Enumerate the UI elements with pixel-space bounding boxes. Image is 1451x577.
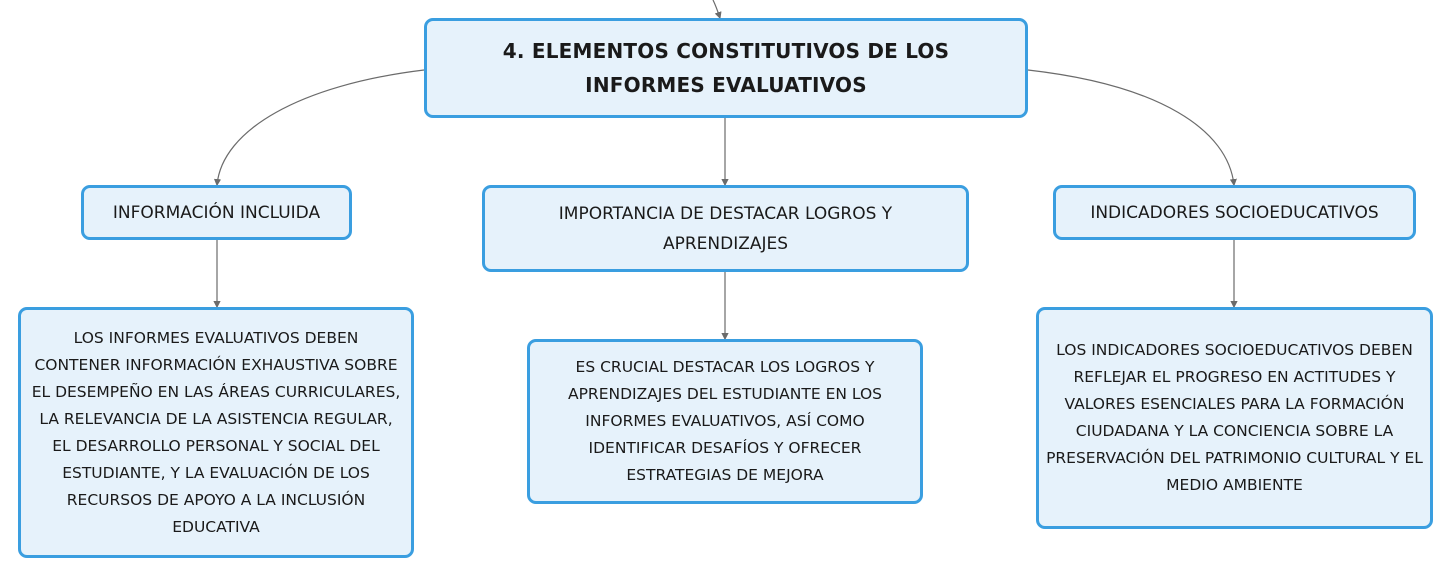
branch-topic-informacion-incluida[interactable] — [81, 185, 352, 240]
connector-root-to-branch-3 — [1028, 70, 1234, 185]
branch-topic-label: INFORMACIÓN INCLUIDA — [112, 202, 321, 223]
detail-topic-text: LOS INDICADORES SOCIOEDUCATIVOS DEBEN REFLEJAR EL PROGRESO EN ACTITUDES Y VALORES ESENCIALES PARA LA FORMACIÓN CIUDADANA Y LA CONCIENCIA SOBRE LA PRESERVACIÓN DEL PATRIMONIO CULTURAL Y EL MEDIO AMBIENTE — [1046, 341, 1423, 494]
detail-topic-text: LOS INFORMES EVALUATIVOS DEBEN CONTENER INFORMACIÓN EXHAUSTIVA SOBRE EL DESEMPEÑO EN LAS ÁREAS CURRICULARES, LA RELEVANCIA DE LA ASISTENCIA REGULAR, EL DESARROLLO PERSONAL Y SOCIAL DEL ESTUDIANTE, Y LA EVALUACIÓN DE LOS RECURSOS DE APOYO A LA INCLUSIÓN EDUCATIVA — [31, 328, 401, 536]
root-topic-label: 4. ELEMENTOS CONSTITUTIVOS DE LOS INFORMES EVALUATIVOS — [502, 39, 950, 97]
branch-topic-indicadores[interactable] — [1053, 185, 1416, 240]
branch-topic-importancia-logros[interactable] — [482, 185, 969, 272]
detail-topic-importancia-logros[interactable] — [527, 339, 923, 504]
detail-topic-informacion-incluida[interactable] — [18, 307, 414, 558]
root-topic[interactable] — [424, 18, 1028, 118]
connector-parent-to-root — [713, 0, 720, 18]
detail-topic-text: ES CRUCIAL DESTACAR LOS LOGROS Y APRENDIZAJES DEL ESTUDIANTE EN LOS INFORMES EVALUATIVOS, ASÍ COMO IDENTIFICAR DESAFÍOS Y OFRECER ESTRATEGIAS DE MEJORA — [567, 358, 883, 484]
connector-root-to-branch-1 — [217, 70, 424, 185]
branch-topic-label: INDICADORES SOCIOEDUCATIVOS — [1090, 202, 1379, 223]
branch-topic-label: IMPORTANCIA DE DESTACAR LOGROS Y APRENDIZAJES — [558, 203, 893, 254]
detail-topic-indicadores[interactable] — [1036, 307, 1433, 529]
